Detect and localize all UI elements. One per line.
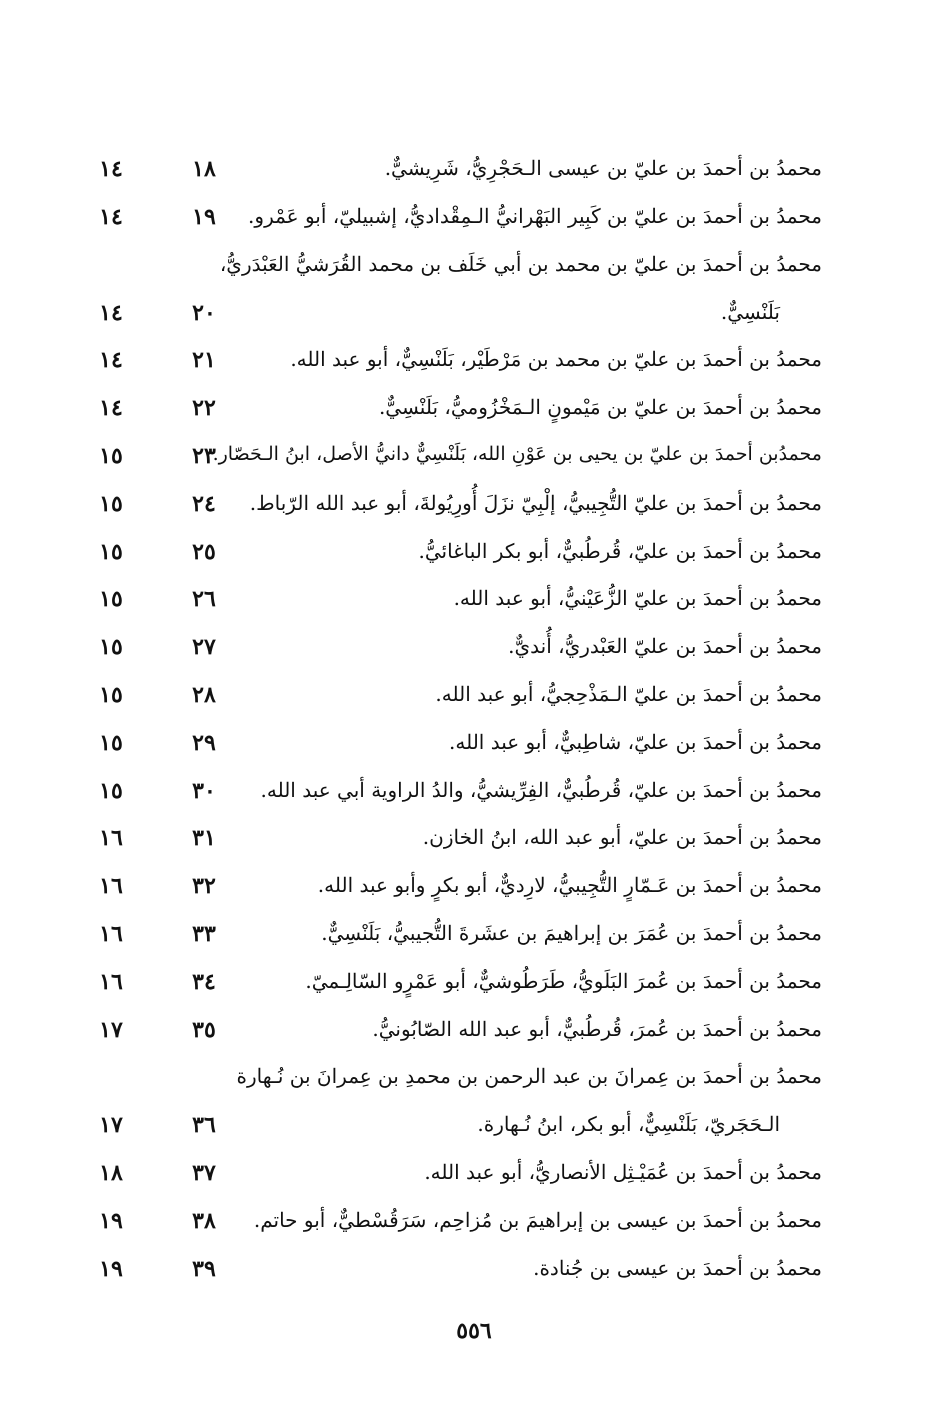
entry-page: ١٧: [99, 1016, 123, 1043]
index-entry: [0, 772, 948, 820]
entry-number: ٣٤: [192, 968, 216, 995]
index-entry: [0, 150, 948, 198]
index-entry: [0, 1250, 948, 1298]
index-entry: [0, 963, 948, 1011]
index-entry-first-line: [0, 246, 948, 294]
entry-name: محمدُ بن أحمدَ بن عليّ بن عيسى الـحَجْرِيُّ، شَرِيشيٌّ.: [384, 156, 822, 180]
entry-page: ١٤: [99, 299, 123, 326]
entry-name: محمدُ بن أحمدَ بن عليّ، قُرطُبيٌّ، أبو بكر الباغائيُّ.: [418, 538, 822, 563]
entry-number: ٢٥: [192, 538, 216, 565]
entry-page: ١٥: [99, 442, 123, 469]
entry-name: محمدُ بن أحمدَ بن عليّ بن مَيْمونٍ الـمَخْزُوميُّ، بَلَنْسِيٌّ.: [378, 395, 822, 420]
index-entry: [0, 437, 948, 485]
entry-name: محمدُ بن أحمدَ بن عُمَيْـثِل الأنصاريُّ، أبو عبد الله.: [424, 1160, 822, 1185]
entry-number: ٣٠: [192, 777, 216, 804]
entry-name: محمدُ بن أحمدَ بن عليّ بن محمد بن مَرْطَيْر، بَلَنْسِيٌّ، أبو عبد الله.: [290, 347, 822, 372]
entry-number: ٢١: [192, 347, 216, 374]
entry-number: ٣٣: [192, 920, 216, 947]
entry-page: ١٩: [99, 1207, 123, 1234]
entry-number: ٢٦: [192, 586, 216, 613]
page-number: ٥٥٦: [456, 1318, 492, 1344]
index-entry-continuation: [0, 1106, 948, 1154]
entry-name: محمدُ بن أحمدَ بن عُمرَ البَلَويُّ، طَرَطُوشيٌّ، أبو عَمْرٍو السّالِـميّ.: [305, 968, 822, 993]
index-entry-continuation: [0, 294, 948, 342]
entry-name: محمدُ بن أحمدَ بن عيسى بن جُنادة.: [533, 1255, 822, 1280]
entry-page: ١٦: [99, 968, 123, 995]
entry-number: ٣٦: [192, 1112, 216, 1139]
entry-name: محمدُ بن أحمدَ بن عليّ الزُّعَيْنيُّ، أبو عبد الله.: [453, 586, 822, 611]
entry-name: محمدُ بن أحمدَ بن عليّ بن كَبِير البَهْرانيُّ الـمِقْداديُّ، إشبيليّ، أبو عَمْرو.: [248, 203, 822, 228]
entry-page: ١٨: [99, 1160, 123, 1187]
entry-page: ١٥: [99, 634, 123, 661]
entry-page: ١٥: [99, 729, 123, 756]
entry-number: ٢٨: [192, 681, 216, 708]
entry-number: ٣٧: [192, 1160, 216, 1187]
entry-number: ١٩: [192, 203, 216, 230]
entry-name: محمدُ بن أحمدَ بن عيسى بن إبراهيمَ بن مُزاحِم، سَرَقُسْطيٌّ، أبو حاتم.: [253, 1207, 822, 1232]
index-entry: [0, 819, 948, 867]
entry-page: ١٥: [99, 777, 123, 804]
index-entry: [0, 580, 948, 628]
index-entry: [0, 341, 948, 389]
entry-number: ٢٤: [192, 490, 216, 517]
index-entry: [0, 485, 948, 533]
entry-page: ١٤: [99, 395, 123, 422]
entry-page: ١٧: [99, 1112, 123, 1139]
entry-number: ٢٩: [192, 729, 216, 756]
index-entry: [0, 533, 948, 581]
entry-name: الـحَجَريّ، بَلَنْسِيٌّ، أبو بكر، ابنُ نُـهارة.: [477, 1112, 780, 1137]
entry-number: ٣٥: [192, 1016, 216, 1043]
index-entry: [0, 628, 948, 676]
entry-name: بَلَنْسِيٌّ.: [720, 299, 780, 324]
entry-name: محمدُ بن أحمدَ بن عليّ بن محمد بن أبي خَلَف بن محمد القُرَشيُّ العَبْدَريُّ،: [219, 251, 822, 276]
entry-name: محمدُ بن أحمدَ بن عليّ العَبْدريُّ، أُنديٌّ.: [508, 634, 822, 659]
index-entry: [0, 724, 948, 772]
entry-page: ١٥: [99, 490, 123, 517]
entry-number: ٣١: [192, 825, 216, 852]
index-entry: [0, 1154, 948, 1202]
index-entry: [0, 1202, 948, 1250]
entry-name: محمدُ بن أحمدَ بن عُمرَ، قُرطُبيٌّ، أبو عبد الله الصّابُونيُّ.: [372, 1016, 822, 1041]
entry-page: ١٦: [99, 873, 123, 900]
index-list: [0, 150, 948, 1298]
entry-name: محمدُ بن أحمدَ بن عليّ، أبو عبد الله، ابنُ الخازن.: [422, 825, 822, 850]
entry-name: محمدُبن أحمدَ بن عليّ بن يحيى بن عَوْنِ الله، بَلَنْسِيٌّ دانيُّ الأصل، ابنُ الـحَصّار.: [212, 442, 822, 465]
entry-name: محمدُ بن أحمدَ بن عُمَرَ بن إبراهيمَ بن عشَرةَ التُّجيبيُّ، بَلَنْسِيٌّ.: [321, 920, 822, 945]
index-entry: [0, 676, 948, 724]
entry-number: ٣٢: [192, 873, 216, 900]
entry-number: ٣٩: [192, 1255, 216, 1282]
index-entry: [0, 1011, 948, 1059]
entry-page: ١٤: [99, 156, 123, 182]
entry-page: ١٥: [99, 538, 123, 565]
entry-name: محمدُ بن أحمدَ بن عليّ، قُرطُبيٌّ، الفِرِّيشيُّ، والدُ الراوية أبي عبد الله.: [260, 777, 822, 802]
entry-number: ٢٣: [192, 442, 216, 469]
entry-page: ١٥: [99, 586, 123, 613]
index-entry: [0, 198, 948, 246]
entry-number: ١٨: [192, 156, 216, 182]
entry-page: ١٦: [99, 920, 123, 947]
index-entry: [0, 867, 948, 915]
index-entry: [0, 915, 948, 963]
entry-name: محمدُ بن أحمدَ بن عِمرانَ بن عبد الرحمن بن محمدِ بن عِمرانَ بن نُـهارة: [236, 1064, 822, 1089]
entry-page: ١٤: [99, 203, 123, 230]
index-entry-first-line: [0, 1058, 948, 1106]
entry-name: محمدُ بن أحمدَ بن عليّ التُّجِيبيُّ، إلْبِيّ نزَلَ أُورِيُولةَ، أبو عبد الله الرّباط.: [249, 490, 822, 515]
index-entry: [0, 389, 948, 437]
entry-name: محمدُ بن أحمدَ بن عليّ، شاطِبيٌّ، أبو عبد الله.: [449, 729, 822, 754]
entry-name: محمدُ بن أحمدَ بن عليّ الـمَذْحِجيُّ، أبو عبد الله.: [435, 681, 822, 706]
entry-number: ٢٢: [192, 395, 216, 422]
entry-page: ١٤: [99, 347, 123, 374]
entry-name: محمدُ بن أحمدَ بن عَـمّارٍ التُّجِيبيُّ، لارِديٌّ، أبو بكرٍ وأبو عبد الله.: [317, 873, 822, 898]
entry-number: ٢٠: [192, 299, 216, 326]
entry-page: ١٦: [99, 825, 123, 852]
entry-number: ٣٨: [192, 1207, 216, 1234]
entry-page: ١٩: [99, 1255, 123, 1282]
entry-page: ١٥: [99, 681, 123, 708]
entry-number: ٢٧: [192, 634, 216, 661]
